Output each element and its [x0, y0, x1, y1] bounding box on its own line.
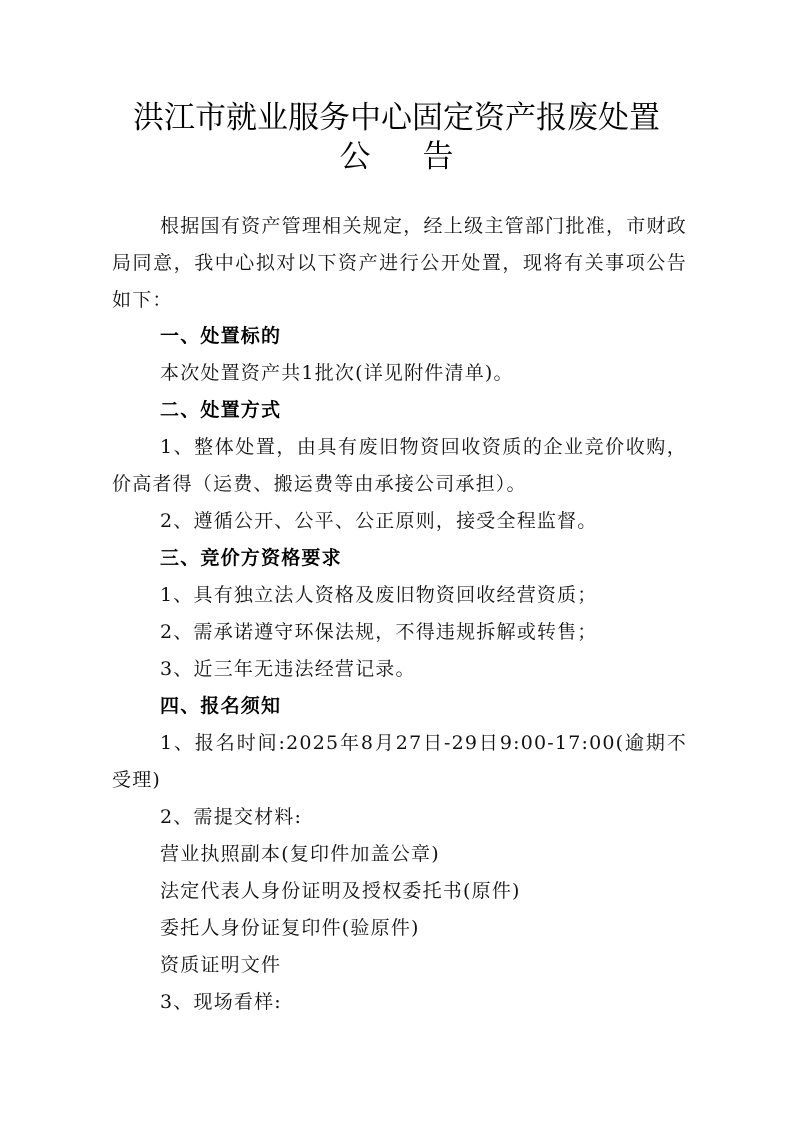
paragraph: 资质证明文件: [160, 954, 282, 976]
paragraph: 1、整体处置，由具有废旧物资回收资质的企业竞价收购，价高者得（运费、搬运费等由承接公司承担）。: [112, 436, 687, 495]
section-heading-2: 二、处置方式: [160, 399, 282, 421]
paragraph: 1、报名时间:2025年8月27日-29日9:00-17:00(逾期不受理): [112, 732, 687, 791]
paragraph: 3、现场看样:: [160, 991, 282, 1013]
section-heading-1: 一、处置标的: [160, 325, 282, 347]
paragraph: 2、需提交材料:: [160, 806, 303, 828]
document-subtitle: 公告: [339, 139, 506, 175]
section-heading-3: 三、竞价方资格要求: [160, 547, 342, 569]
intro-paragraph: 根据国有资产管理相关规定，经上级主管部门批准，市财政局同意，我中心拟对以下资产进行公开处置，现将有关事项公告如下：: [112, 215, 687, 311]
paragraph: 2、遵循公开、公平、公正原则，接受全程监督。: [160, 510, 598, 532]
paragraph: 2、需承诺遵守环保法规，不得违规拆解或转售；: [160, 621, 598, 643]
paragraph: 营业执照副本(复印件加盖公章): [160, 843, 440, 865]
document-title: 洪江市就业服务中心固定资产报废处置: [133, 100, 660, 136]
paragraph: 委托人身份证复印件(验原件): [160, 917, 420, 939]
section-heading-4: 四、报名须知: [160, 695, 282, 717]
paragraph: 本次处置资产共1批次(详见附件清单)。: [160, 362, 514, 384]
paragraph: 法定代表人身份证明及授权委托书(原件): [160, 880, 521, 902]
paragraph: 1、具有独立法人资格及废旧物资回收经营资质；: [160, 584, 598, 606]
paragraph: 3、近三年无违法经营记录。: [160, 658, 416, 680]
